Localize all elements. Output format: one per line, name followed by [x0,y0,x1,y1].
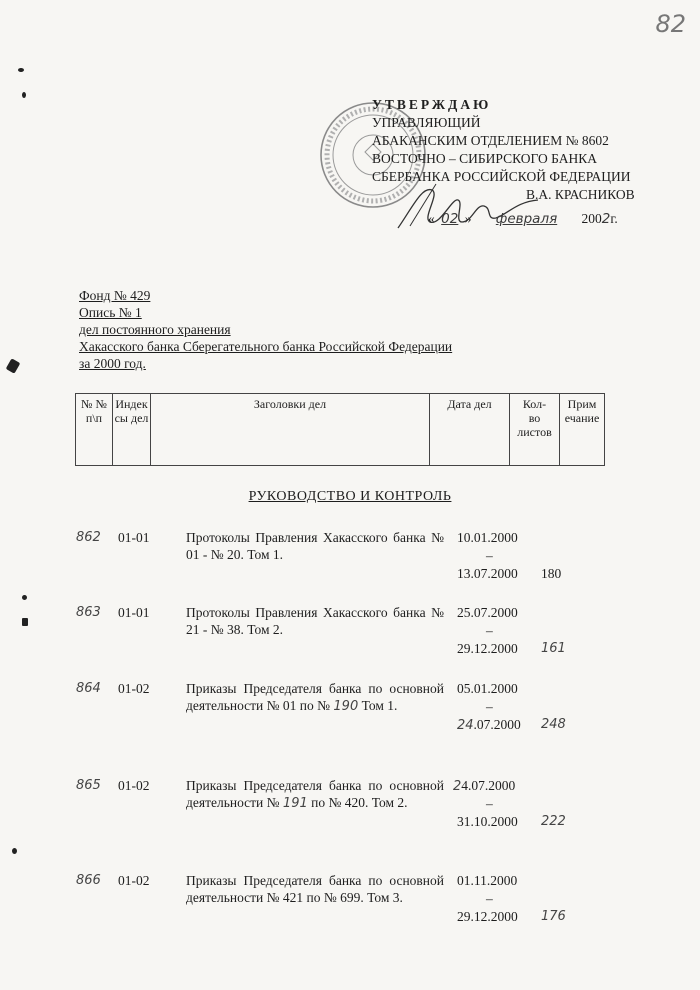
fund-number: Фонд № 429 [79,288,151,303]
punch-mark [6,358,21,373]
row-date-dash: – [486,891,493,906]
row-date-from: 05.01.2000 [457,681,518,696]
row-date-from: 24.07.2000 [453,778,516,794]
col-header-note: Прим ечание [564,397,600,425]
row-date-to: 31.10.2000 [457,814,518,829]
fund-line: дел постоянного хранения [79,322,231,337]
row-number: 862 [76,530,101,545]
row-number: 865 [76,778,101,793]
row-title: Протоколы Правления Хакасского банка № 01 - № 20. Том 1. [186,530,444,562]
row-title: Приказы Председателя банка по основной деятельности № 01 по № 190 Том 1. [186,681,444,714]
inventory-number: Опись № 1 [79,305,142,320]
row-date-to: 29.12.2000 [457,909,518,924]
punch-mark [22,618,28,626]
col-header-date: Дата дел [430,394,510,465]
approval-line: УПРАВЛЯЮЩИЙ [372,115,481,130]
punch-mark [22,92,26,98]
row-date-to: 24.07.2000 [457,717,521,733]
approval-title: УТВЕРЖДАЮ [372,97,492,112]
row-title: Приказы Председателя банка по основной деятельности № 191 по № 420. Том 2. [186,778,444,811]
row-date-dash: – [486,548,493,563]
row-date-to: 29.12.2000 [457,641,518,656]
section-title: РУКОВОДСТВО И КОНТРОЛЬ [248,489,452,504]
row-sheet-count: 180 [541,566,562,581]
punch-mark [18,68,24,72]
row-index: 01-01 [118,605,150,620]
approval-date-month: февраля [495,211,558,227]
date-quote-open: « [428,211,435,226]
row-date-from: 01.11.2000 [457,873,518,888]
row-index: 01-02 [118,778,150,793]
fund-line: Хакасского банка Сберегательного банка Российской Федерации [79,339,453,354]
page-number: 82 [655,10,686,38]
approval-date-suffix: г. [610,211,618,226]
row-number: 864 [76,681,101,696]
row-date-from: 10.01.2000 [457,530,518,545]
approval-block [372,96,635,228]
fund-block [79,287,452,372]
row-title-hand-number: 191 [282,796,308,811]
row-sheet-count: 161 [541,641,566,656]
col-header-title: Заголовки дел [151,394,430,465]
approval-date-day: 02 [441,211,459,227]
row-title-hand-number: 190 [333,699,359,714]
date-quote-close: » [464,211,472,226]
approval-date-year: 200 [581,211,602,226]
table-header [75,393,605,466]
approval-date-year-hand: 2 [601,211,611,227]
row-title: Приказы Председателя банка по основной деятельности № 421 по № 699. Том 3. [186,873,444,905]
punch-mark [12,848,17,854]
punch-mark [22,595,27,600]
row-sheet-count: 176 [541,909,566,924]
row-index: 01-02 [118,681,150,696]
row-index: 01-01 [118,530,150,545]
row-sheet-count: 222 [541,814,566,829]
row-number: 863 [76,605,101,620]
row-date-from: 25.07.2000 [457,605,518,620]
row-date-dash: – [486,796,493,811]
row-index: 01-02 [118,873,150,888]
approval-line: СБЕРБАНКА РОССИЙСКОЙ ФЕДЕРАЦИИ [372,169,631,184]
row-date-dash: – [486,699,493,714]
col-header-index: Индек сы дел [113,394,151,465]
row-number: 866 [76,873,101,888]
approval-line: ВОСТОЧНО – СИБИРСКОГО БАНКА [372,151,597,166]
approval-date [372,210,635,228]
fund-line: за 2000 год. [79,356,146,371]
col-header-count: Кол- во листов [510,394,560,465]
approval-signer: В.А. КРАСНИКОВ [526,187,635,202]
approval-line: АБАКАНСКИМ ОТДЕЛЕНИЕМ № 8602 [372,133,609,148]
row-date-dash: – [486,623,493,638]
col-header-number: № № п\п [76,394,113,465]
row-sheet-count: 248 [541,717,566,732]
row-date-to: 13.07.2000 [457,566,518,581]
row-title: Протоколы Правления Хакасского банка № 21 - № 38. Том 2. [186,605,444,637]
